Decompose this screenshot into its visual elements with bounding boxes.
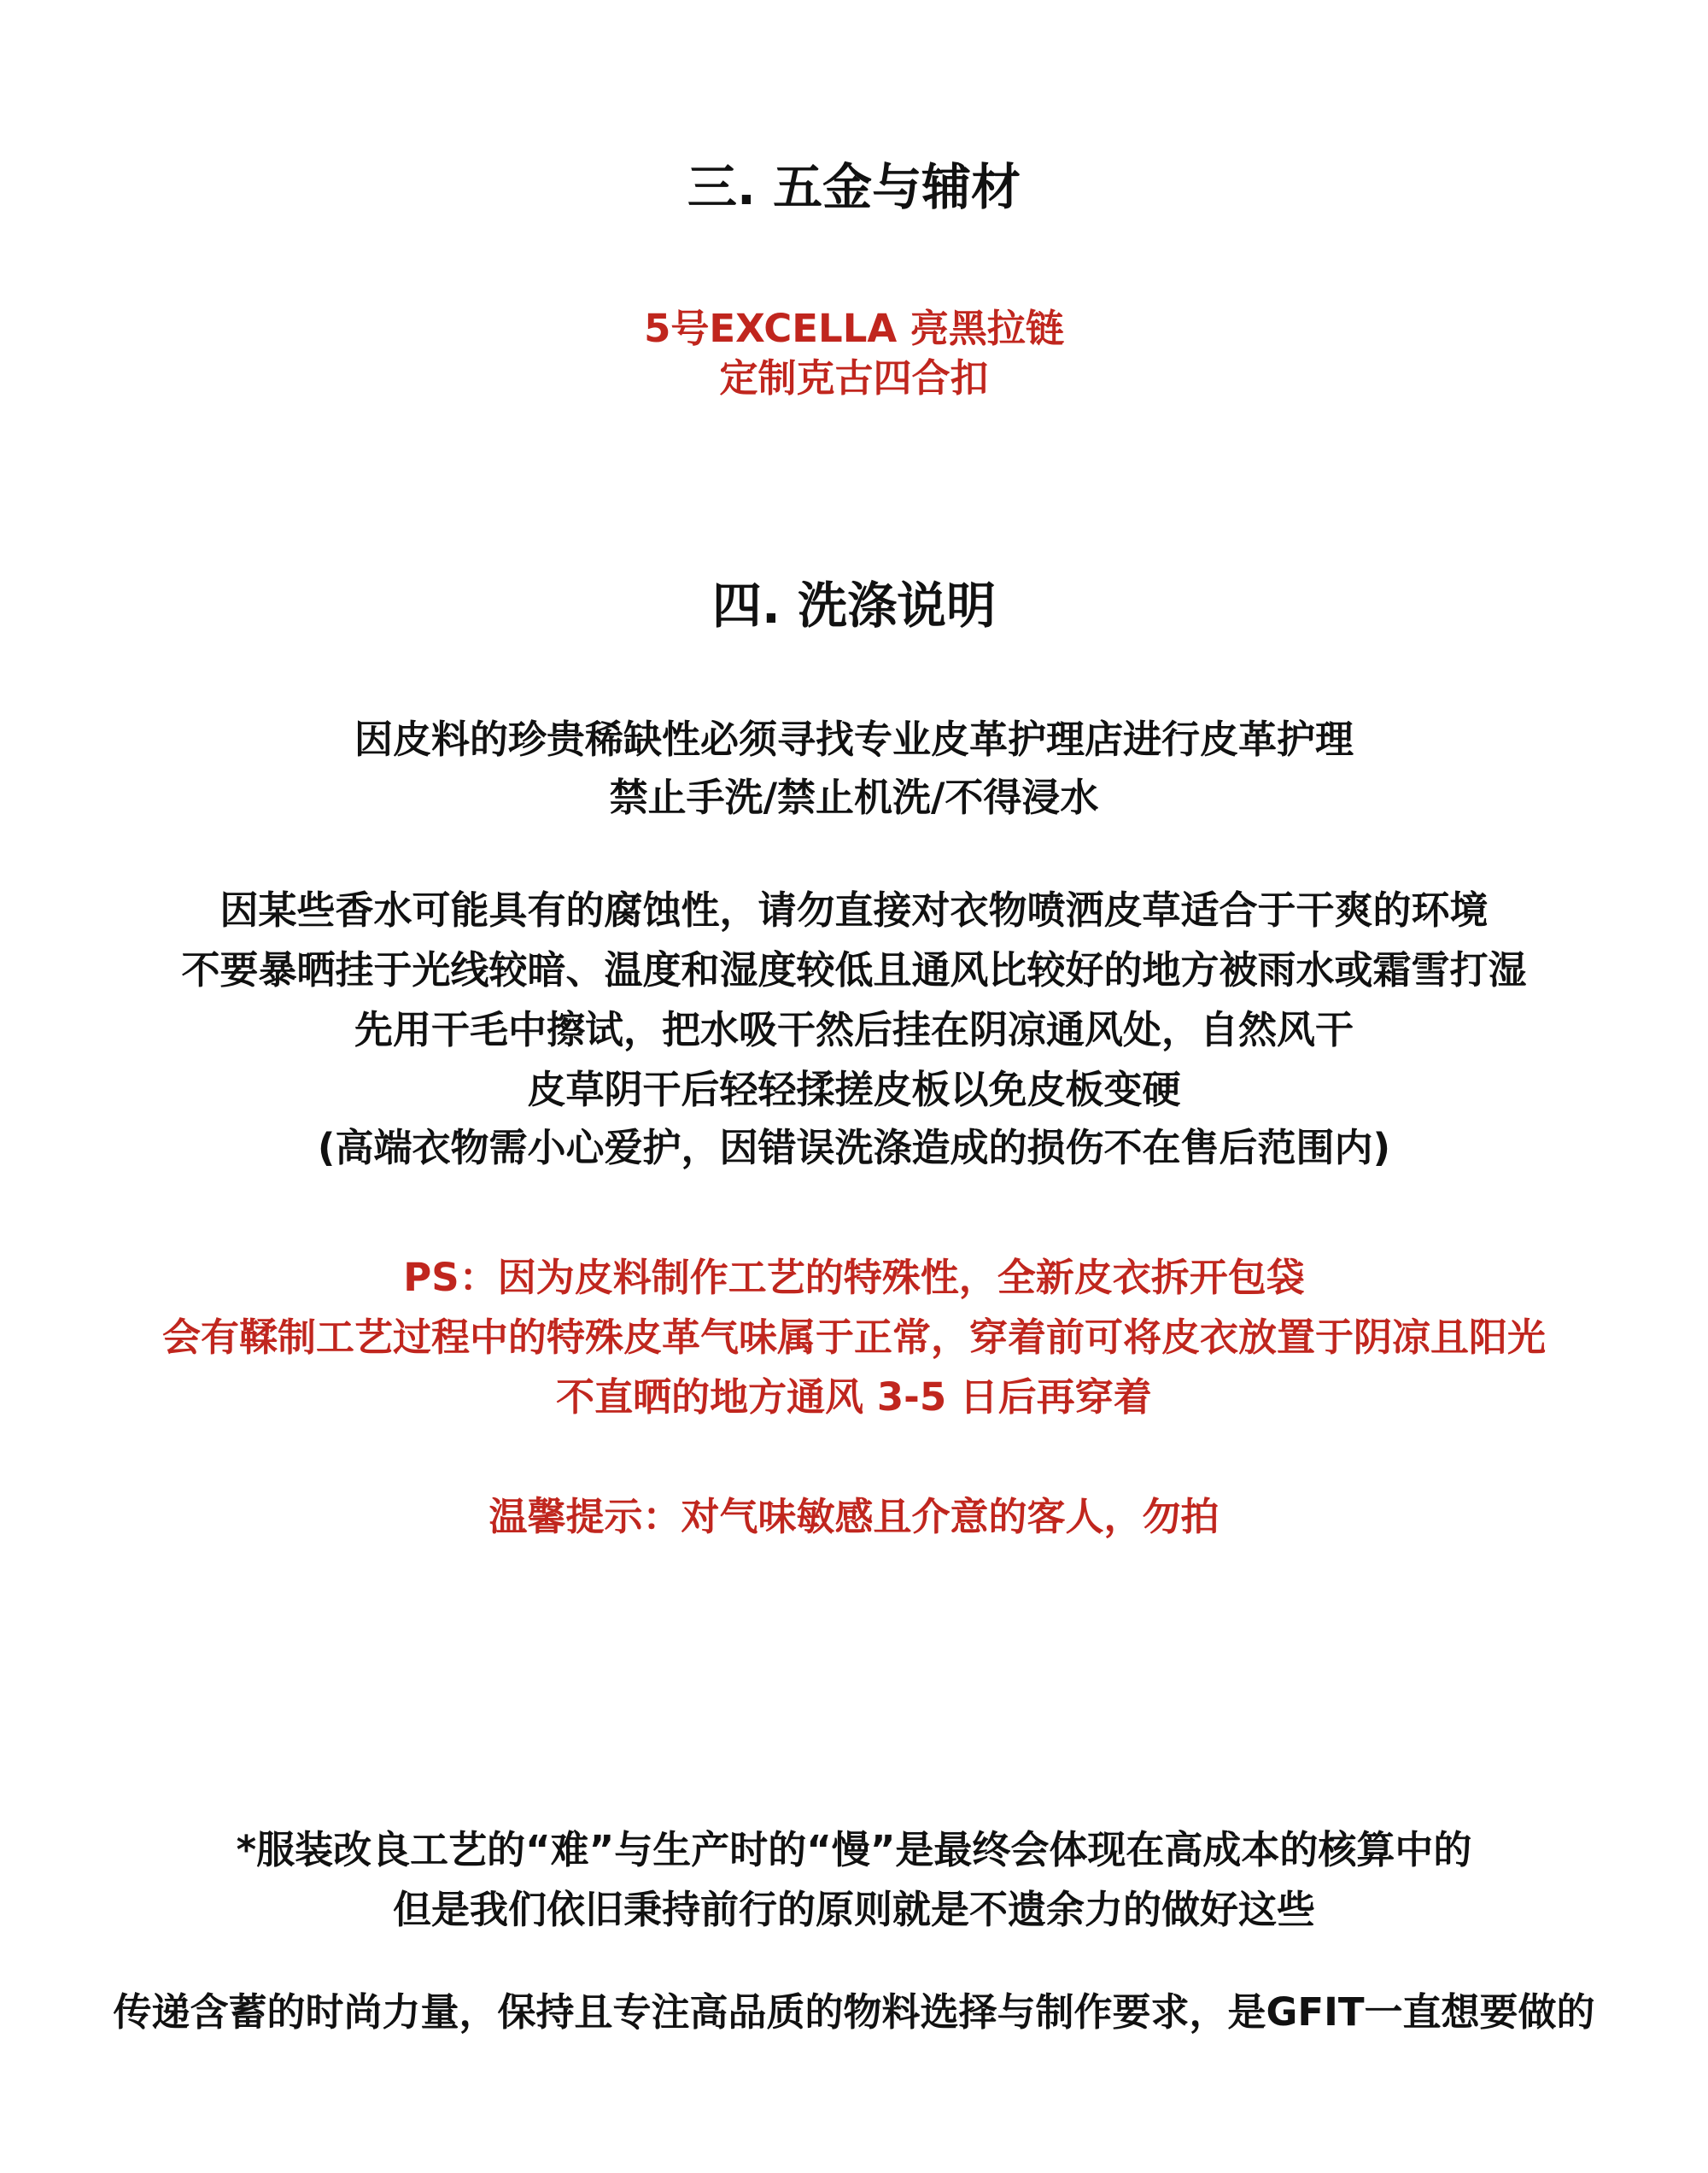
care-text-line: 因皮料的珍贵稀缺性必须寻找专业皮革护理店进行皮革护理 xyxy=(354,717,1354,762)
ps-note-line: PS：因为皮料制作工艺的特殊性，全新皮衣拆开包袋 xyxy=(403,1255,1305,1300)
hardware-section-title: 三. 五金与辅材 xyxy=(687,158,1021,216)
ps-note-line: 会有鞣制工艺过程中的特殊皮革气味属于正常，穿着前可将皮衣放置于阴凉且阳光 xyxy=(161,1315,1546,1360)
care-text-line: 禁止手洗/禁止机洗/不得浸水 xyxy=(609,775,1099,820)
hardware-item-zipper: 5号EXCELLA 亮黑拉链 xyxy=(644,306,1064,351)
footer-note-line: *服装改良工艺的“难”与生产时的“慢”是最终会体现在高成本的核算中的 xyxy=(236,1827,1472,1872)
footer-closing: 传递含蓄的时尚力量，保持且专注高品质的物料选择与制作要求，是GFIT一直想要做的 xyxy=(113,1989,1595,2035)
care-text-line: 不要暴晒挂于光线较暗、温度和湿度较低且通风比较好的地方被雨水或霜雪打湿 xyxy=(181,947,1527,993)
ps-note-line: 不直晒的地方通风 3-5 日后再穿着 xyxy=(556,1374,1152,1420)
care-text-line: 因某些香水可能具有的腐蚀性，请勿直接对衣物喷洒皮草适合于干爽的环境 xyxy=(219,887,1489,933)
warm-tip: 温馨提示：对气味敏感且介意的客人，勿拍 xyxy=(488,1494,1220,1539)
hardware-item-snap: 定制克古四合扣 xyxy=(719,355,989,401)
care-text-line: 皮草阴干后轻轻揉搓皮板以免皮板变硬 xyxy=(527,1067,1181,1112)
footer-note-line: 但是我们依旧秉持前行的原则就是不遗余力的做好这些 xyxy=(392,1887,1315,1932)
care-section-title: 四. 洗涤说明 xyxy=(711,577,997,635)
care-disclaimer: (高端衣物需小心爱护，因错误洗涤造成的损伤不在售后范围内) xyxy=(317,1125,1391,1170)
care-text-line: 先用干毛中擦试，把水吸干然后挂在阴凉通风处，自然风干 xyxy=(354,1007,1354,1052)
